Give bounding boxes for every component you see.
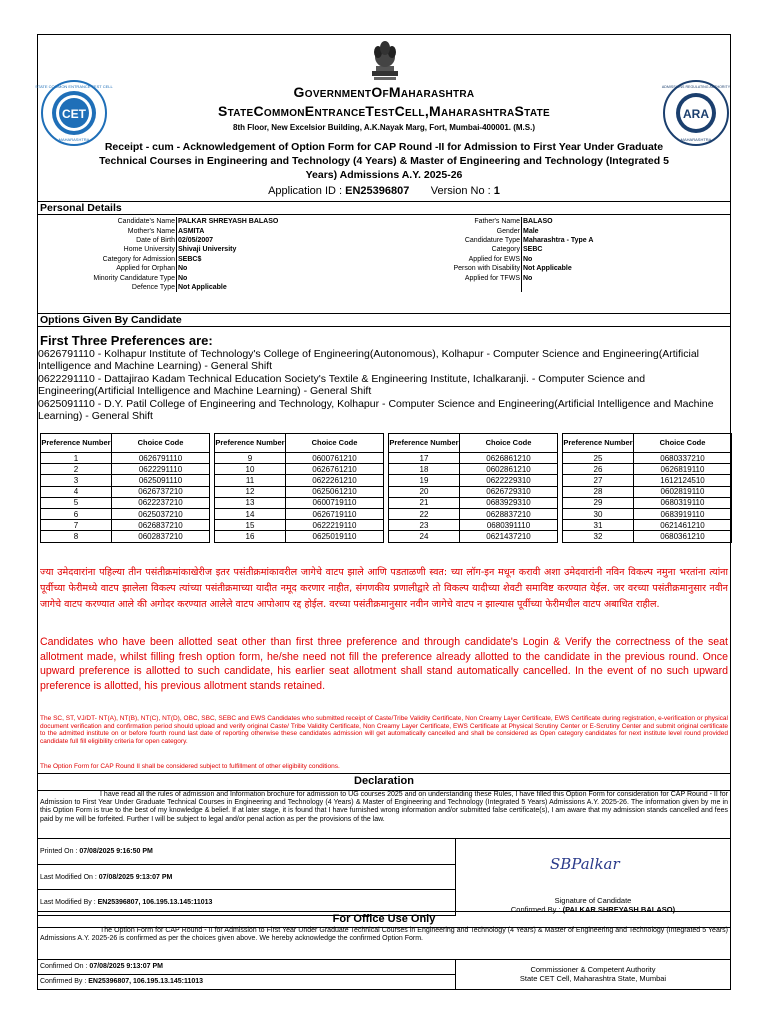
printed-on-value: 07/08/2025 9:16:50 PM xyxy=(79,848,153,855)
preference-number-cell: 27 xyxy=(563,475,634,486)
detail-label: Mother's Name xyxy=(38,226,177,235)
first-three-preferences-heading: First Three Preferences are: xyxy=(40,333,213,348)
preference-number-cell: 12 xyxy=(215,486,286,497)
cell-title: StateCommonEntranceTestCell,MaharashtraState xyxy=(218,103,550,119)
choice-row xyxy=(41,508,210,519)
choice-code-cell: 0600761210 xyxy=(286,453,384,464)
government-title: GovernmentOfMaharashtra xyxy=(293,84,475,100)
detail-label: Applied for TFWS xyxy=(389,273,522,282)
application-id-label: Application ID : xyxy=(268,185,343,197)
printed-on-row xyxy=(38,839,456,865)
choice-code-cell: 0626791110 xyxy=(112,453,210,464)
choice-row xyxy=(389,486,558,497)
choice-row xyxy=(389,508,558,519)
choice-code-table xyxy=(562,433,732,543)
first-three-preferences-list xyxy=(38,348,730,422)
detail-value: Maharashtra - Type A xyxy=(523,236,594,244)
preference-item: 0625091110 - D.Y. Patil College of Engineering and Technology, Kolhapur - Computer Science and Engineering(Artificial Intelligence and Machine Learning) - General Shift xyxy=(38,397,714,423)
detail-value: PALKAR SHREYASH BALASO xyxy=(178,218,279,226)
detail-value: No xyxy=(178,265,188,273)
last-modified-on-row xyxy=(38,865,456,891)
choice-row xyxy=(563,508,732,519)
choice-code-header: Choice Code xyxy=(460,434,558,453)
preference-number-cell: 10 xyxy=(215,464,286,475)
detail-value: Shivaji University xyxy=(178,246,237,254)
choice-code-cell: 0626729310 xyxy=(460,486,558,497)
choice-code-cell: 0683929310 xyxy=(460,497,558,508)
detail-value: 02/05/2007 xyxy=(178,236,214,244)
choice-code-cell: 0622237210 xyxy=(112,497,210,508)
choice-row xyxy=(563,475,732,486)
detail-label: Person with Disability xyxy=(389,264,522,273)
right-logo-text: ADMISSIONS REGULATING AUTHORITY xyxy=(661,85,731,89)
confirmed-by-row xyxy=(38,975,456,990)
detail-label: Date of Birth xyxy=(38,236,177,245)
confirmed-by-value: EN25396807, 106.195.13.145:11013 xyxy=(88,978,204,985)
detail-label: Defence Type xyxy=(38,283,177,292)
preference-number-cell: 23 xyxy=(389,520,460,531)
detail-label: Applied for EWS xyxy=(389,255,522,264)
choice-code-cell: 0621461210 xyxy=(634,520,732,531)
detail-label: Category xyxy=(389,245,522,254)
last-modified-on-value: 07/08/2025 9:13:07 PM xyxy=(98,873,173,881)
authority-box xyxy=(456,959,730,989)
signature-script: SBPalkar xyxy=(550,855,620,873)
choice-row xyxy=(563,531,732,542)
choice-code-cell: 0625061210 xyxy=(286,486,384,497)
authority-title: Commissioner & Competent Authority xyxy=(530,965,656,974)
preference-number-cell: 2 xyxy=(41,464,112,475)
choice-code-header: Choice Code xyxy=(112,434,210,453)
choice-code-header: Choice Code xyxy=(286,434,384,453)
choice-code-cell: 0602837210 xyxy=(112,531,210,542)
preference-number-header: Preference Number xyxy=(41,434,112,453)
header xyxy=(35,35,731,183)
detail-value: BALASO xyxy=(523,218,553,226)
choice-code-cell: 0680319110 xyxy=(634,497,732,508)
choice-row xyxy=(215,520,384,531)
personal-detail-row xyxy=(38,245,730,254)
choice-code-cell: 0626837210 xyxy=(112,520,210,531)
preference-item: 0626791110 - Kolhapur Institute of Technology's College of Engineering(Autonomous), Kolhapur - Computer Science and Engineering(Artificial Intelligence and Machine Learning) - General Shift xyxy=(38,348,699,373)
preference-number-cell: 30 xyxy=(563,508,634,519)
choice-code-table xyxy=(40,433,210,543)
preference-number-cell: 25 xyxy=(563,453,634,464)
preference-number-cell: 20 xyxy=(389,486,460,497)
preference-number-cell: 24 xyxy=(389,531,460,542)
detail-value xyxy=(522,283,731,292)
left-logo-text: STATE COMMON ENTRANCE TEST CELL xyxy=(35,84,113,89)
office-use-heading: For Office Use Only xyxy=(38,911,730,928)
detail-value: SEBC xyxy=(523,246,543,254)
choice-code-cell: 0602861210 xyxy=(460,464,558,475)
office-use-text: The Option Form for CAP Round - II for Admission to First Year Under Graduate Technical Courses in Engineering and Technology (4 Years) & Master of Engineering and Technology (Integrated 5 Years) Admissions A.Y. 2025-26 is confirmed as per the choices given above. We hereby acknowledge the confirmed Option Form. xyxy=(40,927,728,943)
application-id-value: EN25396807 xyxy=(345,185,410,197)
declaration-heading: Declaration xyxy=(38,773,730,791)
detail-value: No xyxy=(523,274,533,282)
personal-detail-row xyxy=(38,236,730,245)
preference-number-cell: 9 xyxy=(215,453,286,464)
confirmed-on-row xyxy=(38,960,456,975)
choice-row xyxy=(215,464,384,475)
choice-code-cell: 0622291110 xyxy=(112,464,210,475)
choice-code-header: Choice Code xyxy=(634,434,732,453)
choice-row xyxy=(389,520,558,531)
preference-item: 0622291110 - Dattajirao Kadam Technical Education Society's Textile & Engineering Institute, Ichalkaranji. - Computer Science and Engineering(Artificial Intelligence and Machine Learning) - General Shift xyxy=(38,372,646,398)
choice-code-table xyxy=(388,433,558,543)
caste-validity-notice: The SC, ST, VJ/DT- NT(A), NT(B), NT(C), NT(D), OBC, SBC, SEBC and EWS Candidates who submitted receipt of Caste/Tribe Validity Certificate, Non Creamy Layer Certificate, EWS Certificate during registration, e-verification or physical document verification and confirmation period should upload and verify original Caste/ Tribe Validity Certificate, Non Creamy Layer Certificate, EWS Certificate at Physical Scrutiny Center or E-Scrutiny Center and submit original certificate to the admitted institute on or before fourth round last date of reporting otherwise these candidates admission will get automatically cancelled and shall be considered as Open category candidates for next institute level round provided candidate full fill eligibility criteria for open category. xyxy=(40,715,728,745)
choice-row xyxy=(389,464,558,475)
office-use-meta xyxy=(38,959,456,990)
choice-code-cell: 0683919110 xyxy=(634,508,732,519)
detail-label xyxy=(389,283,522,292)
preference-number-header: Preference Number xyxy=(215,434,286,453)
preference-number-cell: 18 xyxy=(389,464,460,475)
application-id-line xyxy=(38,185,730,199)
choice-code-cell: 0602819110 xyxy=(634,486,732,497)
office-address: 8th Floor, New Excelsior Building, A.K.Nayak Marg, Fort, Mumbai-400001. (M.S.) xyxy=(233,123,535,132)
choice-row xyxy=(215,486,384,497)
preference-number-cell: 13 xyxy=(215,497,286,508)
preference-number-cell: 16 xyxy=(215,531,286,542)
choice-row xyxy=(389,531,558,542)
preference-number-cell: 28 xyxy=(563,486,634,497)
printed-on-label: Printed On : xyxy=(40,848,78,855)
confirmed-on-value: 07/08/2025 9:13:07 PM xyxy=(89,963,163,970)
preference-number-header: Preference Number xyxy=(563,434,634,453)
last-modified-by-label: Last Modified By : xyxy=(40,899,96,906)
confirmed-on-label: Confirmed On : xyxy=(40,963,88,970)
choice-row xyxy=(41,531,210,542)
preference-number-cell: 22 xyxy=(389,508,460,519)
personal-detail-row xyxy=(38,217,730,226)
preference-number-cell: 32 xyxy=(563,531,634,542)
choice-row xyxy=(215,497,384,508)
choice-row xyxy=(41,497,210,508)
last-modified-by-value: EN25396807, 106.195.13.145:11013 xyxy=(97,899,213,906)
preference-number-cell: 11 xyxy=(215,475,286,486)
personal-detail-row xyxy=(38,264,730,273)
detail-value: Male xyxy=(523,227,539,235)
choice-code-cell: 1612124510 xyxy=(634,475,732,486)
detail-label: Candidate's Name xyxy=(38,217,177,226)
preference-number-cell: 31 xyxy=(563,520,634,531)
preference-number-header: Preference Number xyxy=(389,434,460,453)
choice-row xyxy=(215,531,384,542)
personal-details-table xyxy=(38,217,730,292)
preference-number-cell: 5 xyxy=(41,497,112,508)
right-logo-sub: MAHARASHTRA xyxy=(680,137,712,142)
choice-code-cell: 0626819110 xyxy=(634,464,732,475)
national-emblem-icon xyxy=(368,37,402,81)
choice-code-cell: 0621437210 xyxy=(460,531,558,542)
choice-code-cell: 0622219110 xyxy=(286,520,384,531)
choice-row xyxy=(41,486,210,497)
detail-value: Not Applicable xyxy=(178,283,227,291)
declaration-meta xyxy=(38,838,456,917)
personal-detail-row xyxy=(38,226,730,235)
choice-row xyxy=(563,520,732,531)
choice-code-table xyxy=(214,433,384,543)
preference-number-cell: 3 xyxy=(41,475,112,486)
choice-row xyxy=(41,520,210,531)
signature-box xyxy=(456,838,730,917)
detail-label: Home University xyxy=(38,245,177,254)
marathi-notice: ज्या उमेदवारांना पहिल्या तीन पसंतीक्रमांकाखेरीज इतर पसंतीक्रमांकावरील जागेचे वाटप झाले आणि पडताळणी स्वत: च्या लॉग-इन मधून करावी अशा उमेदवारांनी नविन विकल्प नमुना भरतांना त्यांना पूर्वीच्या फेरीमध्ये वाटप झालेला विकल्प त्यांच्या पसंतीक्रमाच्या यादीत नमूद करणार नाहीत, संगणकीय प्रणालीद्वारे तो विकल्प यादीच्या शेवटी समाविष्ट करण्यात येईल. जर वरच्या पसंतीक्रमानुसार नवीन जागेचे वाटप करण्यात आले की अगोदर करण्यात आलेले वाटप आपोआप रद्द होईल. वरच्या पसंतीक्रमानुसार नवीन जागेचे वाटप न झाल्यास पूर्वीच्या फेरीमधील वाटप अबाधित राहील. xyxy=(40,567,728,610)
choice-code-cell: 0600719110 xyxy=(286,497,384,508)
choice-code-cell: 0622261210 xyxy=(286,475,384,486)
detail-label: Category for Admission xyxy=(38,255,177,264)
detail-value: No xyxy=(523,255,533,263)
choice-row xyxy=(389,475,558,486)
preference-number-cell: 19 xyxy=(389,475,460,486)
choice-row xyxy=(215,453,384,464)
detail-label: Father's Name xyxy=(389,217,522,226)
choice-code-cell: 0680337210 xyxy=(634,453,732,464)
left-logo-abbr: CET xyxy=(62,107,86,121)
signature-caption-text: Signature of Candidate xyxy=(554,896,632,905)
left-logo-sub: MAHARASHTRA xyxy=(58,137,90,142)
last-modified-on-label: Last Modified On : xyxy=(40,873,97,881)
signature-confirmed-by-value: (PALKAR SHREYASH BALASO) xyxy=(562,905,676,914)
preference-number-cell: 29 xyxy=(563,497,634,508)
candidate-signature-image xyxy=(546,849,626,879)
preference-number-cell: 4 xyxy=(41,486,112,497)
preference-number-cell: 14 xyxy=(215,508,286,519)
detail-label: Applied for Orphan xyxy=(38,264,177,273)
choice-code-cell: 0626737210 xyxy=(112,486,210,497)
choice-code-cell: 0626761210 xyxy=(286,464,384,475)
choice-row xyxy=(563,497,732,508)
choice-code-cell: 0622229310 xyxy=(460,475,558,486)
choice-code-cell: 0680391110 xyxy=(460,520,558,531)
choice-row xyxy=(41,453,210,464)
personal-detail-row xyxy=(38,283,730,292)
choice-code-cell: 0625019110 xyxy=(286,531,384,542)
detail-value: No xyxy=(178,274,188,282)
detail-label: Minority Candidature Type xyxy=(38,273,177,282)
preference-number-cell: 26 xyxy=(563,464,634,475)
preference-number-cell: 1 xyxy=(41,453,112,464)
personal-details-heading: Personal Details xyxy=(38,201,730,215)
right-logo-abbr: ARA xyxy=(683,107,709,121)
detail-value: ASMITA xyxy=(178,227,205,235)
preference-number-cell: 8 xyxy=(41,531,112,542)
receipt-page xyxy=(37,34,731,990)
detail-value: SEBC$ xyxy=(178,255,202,263)
personal-detail-row xyxy=(38,273,730,282)
version-label: Version No : xyxy=(430,185,491,197)
detail-label: Gender xyxy=(389,226,522,235)
preference-number-cell: 7 xyxy=(41,520,112,531)
preference-number-cell: 6 xyxy=(41,508,112,519)
detail-value: Not Applicable xyxy=(523,265,572,273)
authority-office: State CET Cell, Maharashtra State, Mumbai xyxy=(519,974,667,983)
detail-label: Candidature Type xyxy=(389,236,522,245)
choice-code-cell: 0625037210 xyxy=(112,508,210,519)
choice-row xyxy=(215,475,384,486)
choice-row xyxy=(563,453,732,464)
choice-row xyxy=(41,475,210,486)
choice-code-cell: 0625091110 xyxy=(112,475,210,486)
preference-number-cell: 17 xyxy=(389,453,460,464)
choice-row xyxy=(41,464,210,475)
choice-code-cell: 0628837210 xyxy=(460,508,558,519)
choice-row xyxy=(563,486,732,497)
confirmed-by-label: Confirmed By : xyxy=(40,978,87,985)
receipt-title: Receipt - cum - Acknowledgement of Option Form for CAP Round -II for Admission to First Year Under Graduate Technical Courses in Engineering and Technology (4 Years) & Master of Engineering and Technology (Integrated 5 Years) Admissions A.Y. 2025-26 xyxy=(99,141,669,181)
english-notice: Candidates who have been allotted seat other than first three preference and through candidate's Login & Verify the correctness of the seat allotment made, whilst filling fresh option form, he/she need not fill the preference already allotted to the candidate in the previous round. Once upward preference is allotted to such candidate, his earlier seat allotment shall stand automatically cancelled. In the event of no such upward preference is allotted, his previous allotment stands retained. xyxy=(40,636,728,692)
declaration-text: I have read all the rules of admission and Information brochure for admission to UG courses 2025 and on understanding these Rules, I have filled this Option Form for consideration for CAP Round - II for Admission to First Year Under Graduate Technical Courses in Engineering and Technology (4 Years) & Master of Engineering and Technology (Integrated 5 Years) Admissions A.Y. 2025-26. The information given by me in this Option Form is true to the best of my knowledge & belief. If at later stage, it is found that I have furnished wrong information and/or submitted false certificate(s), I am aware that my admission stands cancelled and fees paid by me will be forfeited. Further I will be subject to legal and/or penal action as per the provisions of the law. xyxy=(40,791,728,823)
choice-row xyxy=(389,453,558,464)
version-value: 1 xyxy=(493,185,500,197)
signature-confirmed-by-label: Confirmed By : xyxy=(510,905,561,914)
choice-row xyxy=(563,464,732,475)
options-heading: Options Given By Candidate xyxy=(38,313,730,327)
preference-number-cell: 21 xyxy=(389,497,460,508)
choice-code-cell: 0626719110 xyxy=(286,508,384,519)
choice-code-cell: 0626861210 xyxy=(460,453,558,464)
choice-row xyxy=(389,497,558,508)
personal-detail-row xyxy=(38,255,730,264)
preference-number-cell: 15 xyxy=(215,520,286,531)
choice-row xyxy=(215,508,384,519)
eligibility-notice: The Option Form for CAP Round II shall be considered subject to fulfillment of other eligibility conditions. xyxy=(40,763,340,770)
choice-code-cell: 0680361210 xyxy=(634,531,732,542)
